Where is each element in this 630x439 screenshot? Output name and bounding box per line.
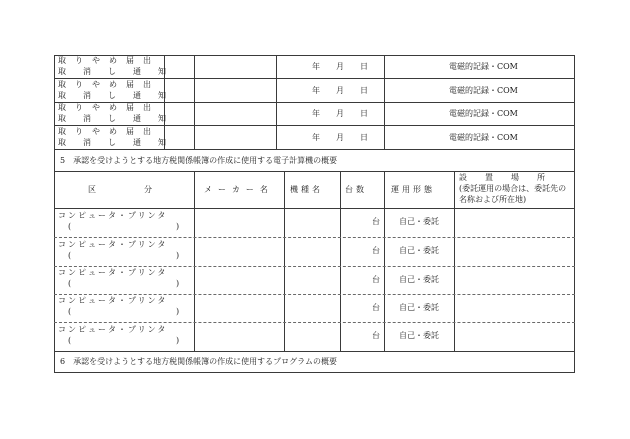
unit-label: 台 [372,275,380,284]
method-label: 電磁的記録・COM [449,86,518,95]
header-operation: 運用形態 [391,185,435,194]
cancel-notice-label: 取りやめ届出 [58,56,160,65]
method-label: 電磁的記録・COM [449,62,518,71]
operation-label: 自己・委託 [399,275,439,284]
revoke-notice-label: 取消し通知 [58,67,183,76]
device-label: コンピュータ・プリンタ [58,268,168,277]
revoke-notice-label: 取消し通知 [58,138,183,147]
month-label: 月 [336,62,344,71]
year-label: 年 [312,109,320,118]
header-location-note: (委託運用の場合は、委託先の [459,184,567,193]
paren-open: ( [68,307,72,316]
paren-close: ) [176,336,180,345]
method-label: 電磁的記録・COM [449,133,518,142]
header-location: 設 置 場 所 [459,173,550,182]
section-5-title: 5 承認を受けようとする地方税関係帳簿の作成に使用する電子計算機の概要 [60,156,338,165]
header-maker: メーカー名 [204,185,274,194]
cancel-notice-label: 取りやめ届出 [58,80,160,89]
operation-label: 自己・委託 [399,303,439,312]
operation-label: 自己・委託 [399,246,439,255]
header-category: 区 分 [88,185,158,194]
revoke-notice-label: 取消し通知 [58,114,183,123]
year-label: 年 [312,86,320,95]
month-label: 月 [336,133,344,142]
day-label: 日 [360,133,368,142]
day-label: 日 [360,62,368,71]
header-count: 台数 [345,185,367,194]
revoke-notice-label: 取消し通知 [58,91,183,100]
header-model: 機種名 [290,185,323,194]
device-label: コンピュータ・プリンタ [58,325,168,334]
unit-label: 台 [372,217,380,226]
header-location-note-2: 名称および所在地) [459,195,527,204]
paren-open: ( [68,251,72,260]
month-label: 月 [336,109,344,118]
operation-label: 自己・委託 [399,217,439,226]
unit-label: 台 [372,331,380,340]
device-label: コンピュータ・プリンタ [58,211,168,220]
paren-open: ( [68,336,72,345]
operation-label: 自己・委託 [399,331,439,340]
paren-close: ) [176,222,180,231]
day-label: 日 [360,109,368,118]
device-label: コンピュータ・プリンタ [58,240,168,249]
unit-label: 台 [372,246,380,255]
device-label: コンピュータ・プリンタ [58,296,168,305]
paren-close: ) [176,307,180,316]
month-label: 月 [336,86,344,95]
paren-open: ( [68,222,72,231]
section-6-title: 6 承認を受けようとする地方税関係帳簿の作成に使用するプログラムの概要 [60,357,338,366]
paren-close: ) [176,279,180,288]
paren-open: ( [68,279,72,288]
unit-label: 台 [372,303,380,312]
day-label: 日 [360,86,368,95]
method-label: 電磁的記録・COM [449,109,518,118]
paren-close: ) [176,251,180,260]
year-label: 年 [312,62,320,71]
cancel-notice-label: 取りやめ届出 [58,127,160,136]
year-label: 年 [312,133,320,142]
cancel-notice-label: 取りやめ届出 [58,103,160,112]
